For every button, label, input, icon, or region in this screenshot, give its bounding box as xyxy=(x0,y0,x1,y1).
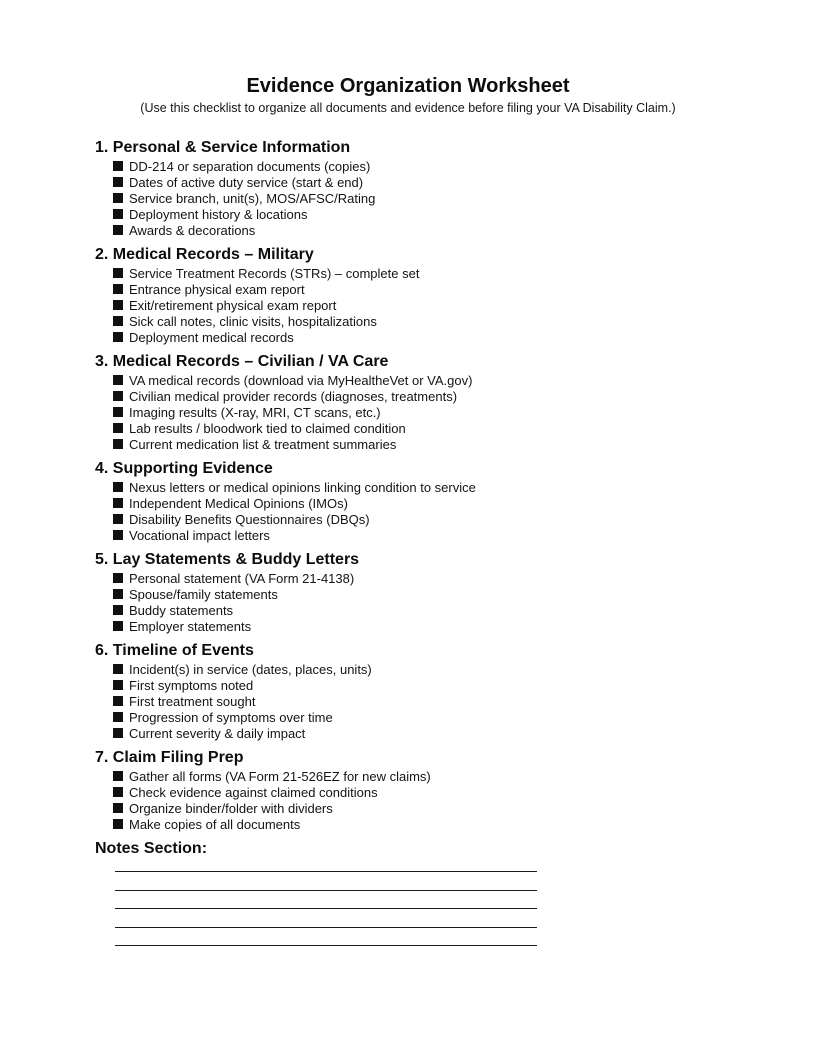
checklist-item xyxy=(95,662,766,678)
checklist-item-label: Dates of active duty service (start & end) xyxy=(129,175,364,190)
checklist-item xyxy=(95,603,766,619)
checklist-item xyxy=(95,480,766,496)
checkbox-filled-icon xyxy=(113,803,123,813)
checklist-item xyxy=(95,710,766,726)
checklist-item xyxy=(95,571,766,587)
checkbox-filled-icon xyxy=(113,573,123,583)
checklist-item-label: Lab results / bloodwork tied to claimed condition xyxy=(129,421,406,436)
checklist-item-label: Disability Benefits Questionnaires (DBQs) xyxy=(129,512,370,527)
checklist-item-label: Organize binder/folder with dividers xyxy=(129,801,333,816)
notes-lines xyxy=(115,854,537,946)
checklist-item-label: Deployment history & locations xyxy=(129,207,308,222)
checkbox-filled-icon xyxy=(113,177,123,187)
page-title: Evidence Organization Worksheet xyxy=(246,75,570,97)
checklist-item-label: Current medication list & treatment summaries xyxy=(129,437,397,452)
checklist-item-label: Deployment medical records xyxy=(129,330,294,345)
notes-section-heading: Notes Section: xyxy=(95,840,208,857)
checklist-section xyxy=(95,138,766,239)
checklist-item xyxy=(95,314,766,330)
checklist-item xyxy=(95,405,766,421)
note-writing-line xyxy=(115,891,537,909)
checkbox-filled-icon xyxy=(113,316,123,326)
checkbox-filled-icon xyxy=(113,696,123,706)
checklist-item xyxy=(95,587,766,603)
checklist-item-label: Personal statement (VA Form 21-4138) xyxy=(129,571,355,586)
checklist-item-label: Imaging results (X-ray, MRI, CT scans, etc.) xyxy=(129,405,381,420)
checkbox-filled-icon xyxy=(113,712,123,722)
checklist-item xyxy=(95,512,766,528)
checklist-item xyxy=(95,191,766,207)
checkbox-filled-icon xyxy=(113,514,123,524)
checkbox-filled-icon xyxy=(113,787,123,797)
page-content xyxy=(95,138,766,946)
checklist-section xyxy=(95,748,766,833)
checklist-section xyxy=(95,245,766,346)
section-heading: 1. Personal & Service Information xyxy=(95,139,351,156)
checklist-item xyxy=(95,298,766,314)
checklist-item xyxy=(95,373,766,389)
checklist-section xyxy=(95,352,766,453)
checklist-item-label: Make copies of all documents xyxy=(129,817,301,832)
checklist-item-label: Buddy statements xyxy=(129,603,234,618)
checklist-item-label: Incident(s) in service (dates, places, units) xyxy=(129,662,372,677)
checklist-item xyxy=(95,330,766,346)
checklist-item xyxy=(95,694,766,710)
checkbox-filled-icon xyxy=(113,209,123,219)
checklist-item-label: Sick call notes, clinic visits, hospitalizations xyxy=(129,314,377,329)
checklist-item xyxy=(95,266,766,282)
checkbox-filled-icon xyxy=(113,605,123,615)
note-writing-line xyxy=(115,909,537,927)
checklist-item-label: Entrance physical exam report xyxy=(129,282,305,297)
checklist-item-label: Gather all forms (VA Form 21-526EZ for new claims) xyxy=(129,769,431,784)
checkbox-filled-icon xyxy=(113,439,123,449)
checklist-item xyxy=(95,496,766,512)
checklist-item xyxy=(95,785,766,801)
checkbox-filled-icon xyxy=(113,161,123,171)
checkbox-filled-icon xyxy=(113,391,123,401)
checklist-item xyxy=(95,801,766,817)
checklist-item xyxy=(95,437,766,453)
checklist-item-label: First symptoms noted xyxy=(129,678,254,693)
checklist-item-label: Civilian medical provider records (diagnoses, treatments) xyxy=(129,389,458,404)
checkbox-filled-icon xyxy=(113,300,123,310)
checklist-item-label: First treatment sought xyxy=(129,694,256,709)
checklist-item xyxy=(95,421,766,437)
checklist-section xyxy=(95,459,766,544)
checklist-item xyxy=(95,175,766,191)
checklist-item-label: VA medical records (download via MyHealtheVet or VA.gov) xyxy=(129,373,473,388)
checklist-item xyxy=(95,223,766,239)
section-heading: 6. Timeline of Events xyxy=(95,642,254,659)
checklist-item xyxy=(95,389,766,405)
checkbox-filled-icon xyxy=(113,482,123,492)
checkbox-filled-icon xyxy=(113,407,123,417)
sections xyxy=(95,138,766,833)
checklist-item-label: Employer statements xyxy=(129,619,252,634)
checkbox-filled-icon xyxy=(113,375,123,385)
checklist-section xyxy=(95,550,766,635)
checkbox-filled-icon xyxy=(113,771,123,781)
checklist-item xyxy=(95,726,766,742)
checklist-item-label: Independent Medical Opinions (IMOs) xyxy=(129,496,348,511)
checklist-item-label: Spouse/family statements xyxy=(129,587,278,602)
checkbox-filled-icon xyxy=(113,819,123,829)
checklist-item xyxy=(95,282,766,298)
checkbox-filled-icon xyxy=(113,728,123,738)
checkbox-filled-icon xyxy=(113,332,123,342)
checklist-item xyxy=(95,619,766,635)
checklist-item-label: Progression of symptoms over time xyxy=(129,710,333,725)
checklist-item-label: Check evidence against claimed conditions xyxy=(129,785,378,800)
page-subtitle: (Use this checklist to organize all documents and evidence before filing your VA Disability Claim.) xyxy=(140,101,676,115)
checklist-item-label: Service branch, unit(s), MOS/AFSC/Rating xyxy=(129,191,376,206)
checklist-item-label: Current severity & daily impact xyxy=(129,726,306,741)
checklist-item xyxy=(95,528,766,544)
note-writing-line xyxy=(115,928,537,946)
checklist-item-label: Exit/retirement physical exam report xyxy=(129,298,337,313)
checklist-section xyxy=(95,641,766,742)
checkbox-filled-icon xyxy=(113,284,123,294)
checklist-item xyxy=(95,678,766,694)
checkbox-filled-icon xyxy=(113,498,123,508)
checklist-item xyxy=(95,207,766,223)
checklist-item-label: Awards & decorations xyxy=(129,223,256,238)
section-heading: 7. Claim Filing Prep xyxy=(95,749,244,766)
checklist-item xyxy=(95,817,766,833)
checkbox-filled-icon xyxy=(113,664,123,674)
section-heading: 5. Lay Statements & Buddy Letters xyxy=(95,551,360,568)
checkbox-filled-icon xyxy=(113,225,123,235)
section-heading: 4. Supporting Evidence xyxy=(95,460,273,477)
checklist-item-label: Nexus letters or medical opinions linking condition to service xyxy=(129,480,476,495)
checklist-item-label: DD-214 or separation documents (copies) xyxy=(129,159,371,174)
checklist-item-label: Service Treatment Records (STRs) – complete set xyxy=(129,266,420,281)
section-heading: 3. Medical Records – Civilian / VA Care xyxy=(95,353,389,370)
checkbox-filled-icon xyxy=(113,621,123,631)
note-writing-line xyxy=(115,872,537,890)
checkbox-filled-icon xyxy=(113,193,123,203)
section-heading: 2. Medical Records – Military xyxy=(95,246,314,263)
checkbox-filled-icon xyxy=(113,680,123,690)
checklist-item xyxy=(95,769,766,785)
checkbox-filled-icon xyxy=(113,530,123,540)
checkbox-filled-icon xyxy=(113,423,123,433)
checklist-item xyxy=(95,159,766,175)
checklist-item-label: Vocational impact letters xyxy=(129,528,270,543)
checkbox-filled-icon xyxy=(113,589,123,599)
checkbox-filled-icon xyxy=(113,268,123,278)
